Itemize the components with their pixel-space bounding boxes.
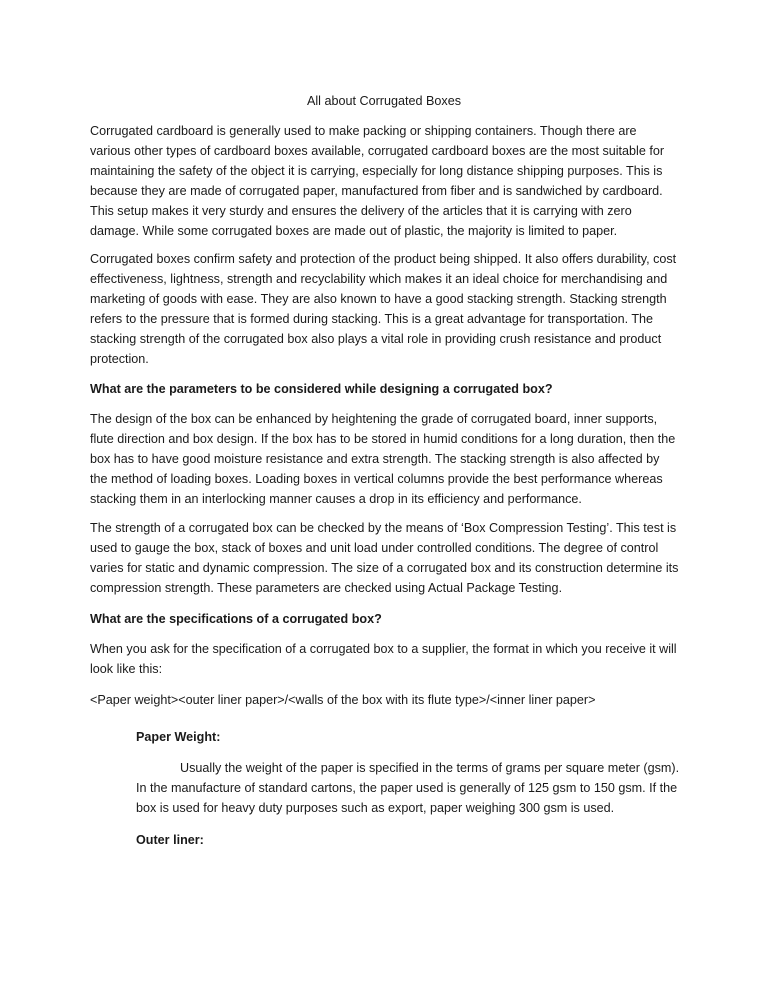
heading-design-parameters: What are the parameters to be considered while designing a corrugated box?: [90, 382, 553, 396]
paragraph-benefits: Corrugated boxes confirm safety and protection of the product being shipped. It also offers durability, cost effectiveness, lightness, strength and recyclability which makes it an ideal choice for merchandising and marketing of goods with ease. They are also known to have a good stacking strength. Stacking strength refers to the pressure that is formed during stacking. This is a great advantage for transportation. The stacking strength of the corrugated box also plays a vital role in providing crush resistance and product protection.: [90, 252, 677, 366]
paragraph-intro: Corrugated cardboard is generally used to make packing or shipping containers. Though there are various other types of cardboard boxes available, corrugated cardboard boxes are the most suitable for maintaining the safety of the object it is carrying, especially for long distance shipping purposes. This is because they are made of corrugated paper, manufactured from fiber and is sandwiched by cardboard. This setup makes it very sturdy and ensures the delivery of the articles that it is carrying with zero damage. While some corrugated boxes are made out of plastic, the majority is limited to paper.: [90, 124, 665, 238]
subheading-outer-liner: Outer liner:: [136, 833, 204, 847]
heading-specifications: What are the specifications of a corrugated box?: [90, 612, 382, 626]
subheading-paper-weight: Paper Weight:: [136, 730, 221, 744]
paragraph-paper-weight: Usually the weight of the paper is specified in the terms of grams per square meter (gsm). In the manufacture of standard cartons, the paper used is generally of 125 gsm to 150 gsm. If the box is used for heavy duty purposes such as export, paper weighing 300 gsm is used.: [136, 761, 680, 815]
paragraph-compression: The strength of a corrugated box can be checked by the means of ‘Box Compression Testing’. This test is used to gauge the box, stack of boxes and unit load under controlled conditions. The degree of control varies for static and dynamic compression. The size of a corrugated box and its construction determine its compression strength. These parameters are checked using Actual Package Testing.: [90, 521, 679, 595]
paragraph-design: The design of the box can be enhanced by heightening the grade of corrugated board, inner supports, flute direction and box design. If the box has to be stored in humid conditions for a long duration, then the box has to have good moisture resistance and extra strength. The stacking strength is also affected by the method of loading boxes. Loading boxes in vertical columns provide the best performance whereas stacking them in an interlocking manner causes a drop in its efficiency and performance.: [90, 412, 676, 506]
format-line: <Paper weight><outer liner paper>/<walls of the box with its flute type>/<inner liner paper>: [90, 693, 596, 707]
document-title: All about Corrugated Boxes: [306, 94, 461, 108]
paragraph-specification-format: When you ask for the specification of a corrugated box to a supplier, the format in which you receive it will look like this:: [90, 642, 677, 676]
